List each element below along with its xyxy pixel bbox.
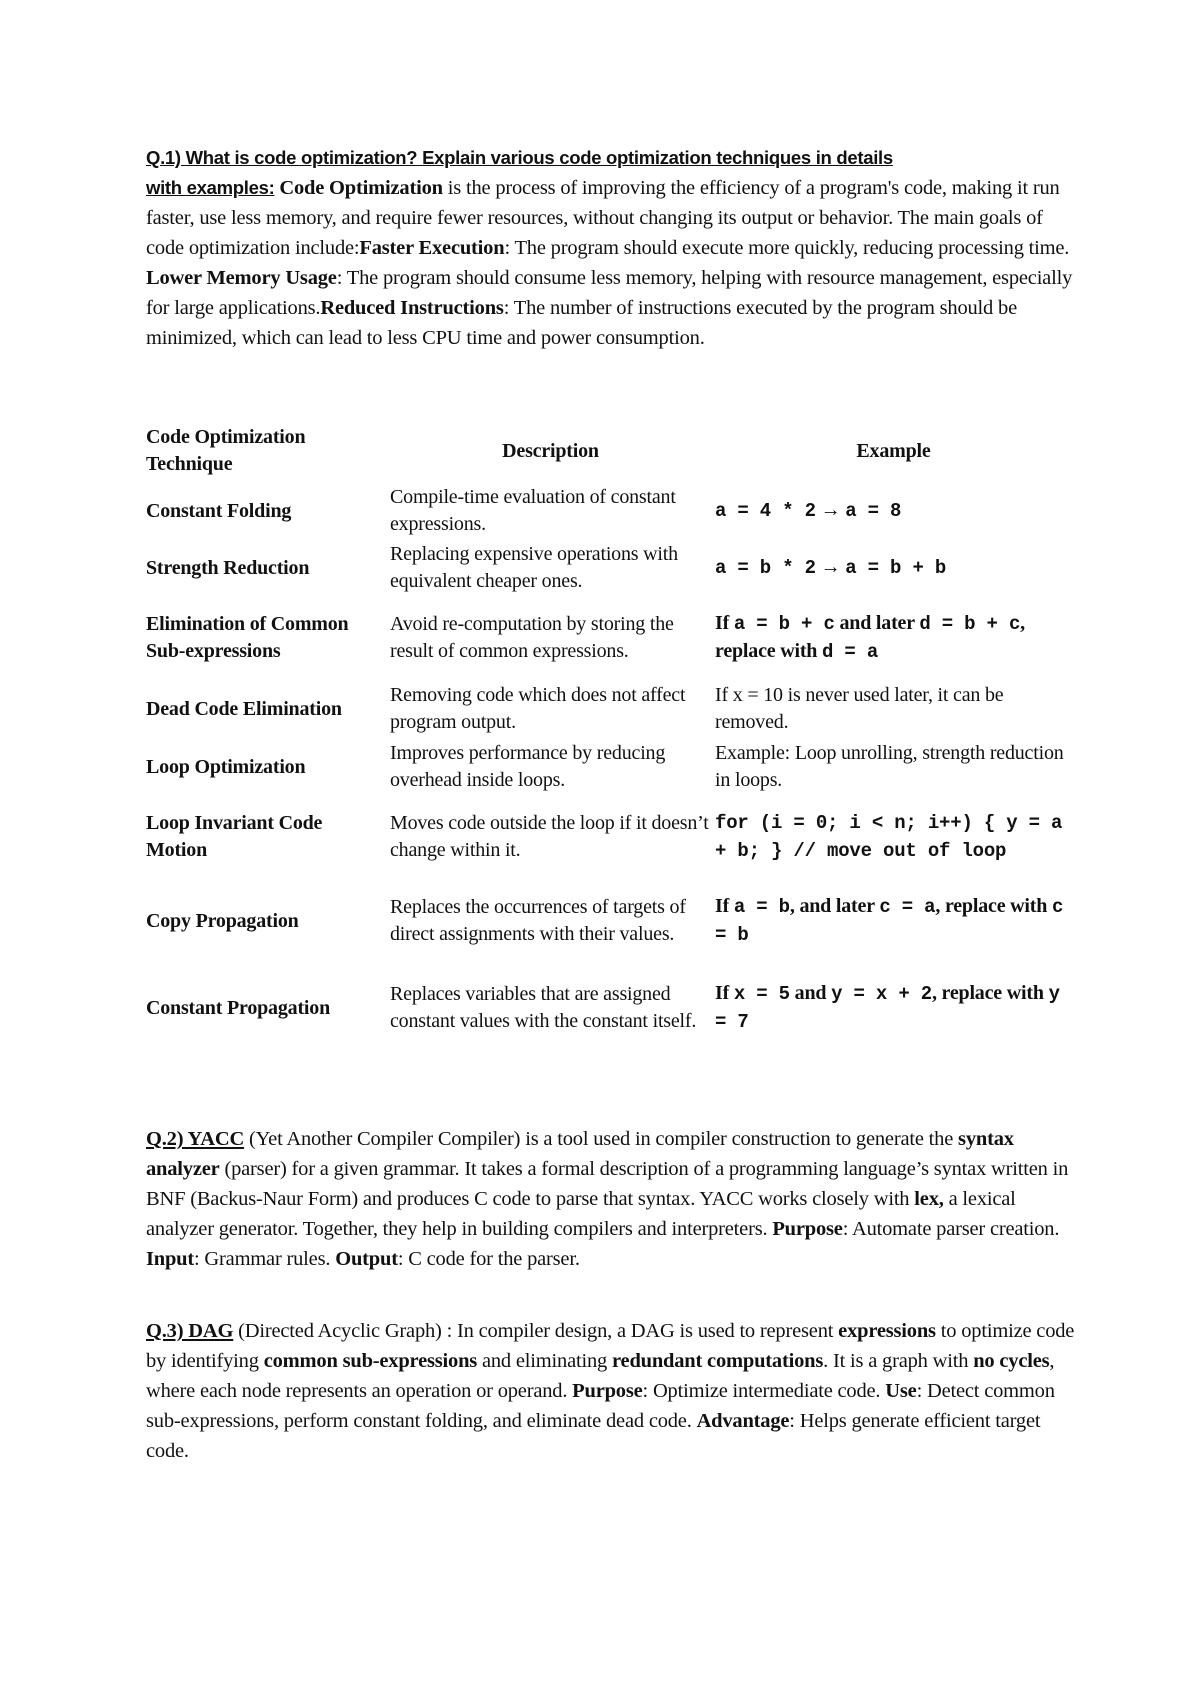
example-text: , and later (789, 895, 880, 917)
code-snippet: d = a (822, 641, 879, 663)
bold-term: lex, (914, 1188, 944, 1210)
example-text: If (715, 982, 734, 1004)
body-text: to optimize code by identifying (146, 1320, 1075, 1372)
technique-description: Replacing expensive operations with equivalent cheaper ones. (390, 543, 678, 592)
header-technique: Code Optimization Technique (146, 426, 306, 475)
technique-name: Dead Code Elimination (146, 697, 342, 720)
goal-text: : The program should execute more quickly, reducing processing time. (504, 237, 1070, 259)
code-snippet: y = x + 2 (831, 983, 932, 1005)
bold-term: Output (335, 1248, 398, 1270)
bold-term: Purpose (772, 1218, 843, 1240)
body-text: (Yet Another Compiler Compiler) is a tool used in compiler construction to generate the (244, 1128, 959, 1150)
table-row (146, 596, 1076, 680)
example-text: If (715, 612, 734, 634)
bold-term: Input (146, 1248, 195, 1270)
body-text: : Automate parser creation. (842, 1218, 1060, 1240)
table-row (146, 540, 1076, 596)
code-snippet: d = b + c (919, 613, 1021, 635)
example-text: and later (834, 612, 920, 634)
technique-name: Strength Reduction (146, 556, 310, 579)
bold-term: Purpose (572, 1380, 643, 1402)
table-row (146, 738, 1076, 796)
technique-name: Copy Propagation (146, 909, 299, 932)
question-1-heading-cont: with examples: (146, 177, 275, 198)
bold-term: common sub-expressions (263, 1350, 478, 1372)
table-row (146, 964, 1076, 1052)
technique-description: Compile-time evaluation of constant expressions. (390, 486, 676, 535)
table-header-row (146, 420, 1076, 482)
header-description: Description (502, 439, 599, 462)
bold-term: expressions (838, 1320, 936, 1342)
technique-example (715, 964, 1076, 1052)
body-text: : Detect common sub-expressions, perform constant folding, and eliminate dead code. (146, 1380, 1055, 1432)
intro-text: is the process of improving the efficiency of a program's code, making it run faster, use less memory, and require fewer resources, without changing its output or behavior. The main goals of code optimization include: (146, 177, 1060, 259)
technique-example (715, 878, 1076, 964)
technique-name: Elimination of Common Sub-expressions (146, 613, 349, 662)
example-text: , replace with (931, 982, 1049, 1004)
body-text: : C code for the parser. (397, 1248, 580, 1270)
technique-name: Loop Optimization (146, 755, 306, 778)
question-2-heading: Q.2) YACC (146, 1128, 245, 1150)
technique-description: Avoid re-computation by storing the result of common expressions. (390, 613, 674, 662)
question-3-section (146, 1316, 1076, 1466)
technique-name: Constant Propagation (146, 996, 330, 1019)
technique-description: Removing code which does not affect program output. (390, 684, 686, 733)
technique-description: Replaces the occurrences of targets of direct assignments with their values. (390, 896, 686, 945)
goal-label: Faster Execution (359, 237, 505, 259)
code-snippet: c = a (879, 896, 936, 918)
example-text: → (815, 499, 846, 521)
question-1-section (146, 143, 1076, 353)
question-3-body (146, 1320, 1074, 1462)
goal-label: Reduced Instructions (320, 297, 504, 319)
body-text: . It is a graph with (823, 1350, 974, 1372)
header-example: Example (856, 439, 931, 462)
technique-description: Improves performance by reducing overhead inside loops. (390, 742, 666, 791)
code-snippet: y = 7 (715, 983, 1060, 1033)
technique-description: Replaces variables that are assigned constant values with the constant itself. (390, 983, 697, 1032)
code-snippet: a = 4 * 2 (715, 500, 816, 522)
question-3-heading: Q.3) DAG (146, 1320, 234, 1342)
code-snippet: a = b * 2 (715, 557, 816, 579)
body-text: : Grammar rules. (194, 1248, 336, 1270)
technique-name: Loop Invariant Code Motion (146, 812, 323, 861)
code-snippet: c = b (715, 896, 1064, 946)
body-text: and eliminating (477, 1350, 613, 1372)
example-text: , replace with (715, 612, 1025, 662)
bold-term: Use (885, 1380, 917, 1402)
table-row (146, 680, 1076, 738)
technique-example (715, 596, 1076, 680)
table-row (146, 482, 1076, 540)
goal-text: : The number of instructions executed by the program should be minimized, which can lead to less CPU time and power consumption. (146, 297, 1017, 349)
term-code-optimization: Code Optimization (279, 177, 443, 199)
body-text: (Directed Acyclic Graph) : In compiler design, a DAG is used to represent (233, 1320, 839, 1342)
technique-example (715, 482, 1076, 540)
code-snippet: x = 5 (733, 983, 790, 1005)
technique-description: Moves code outside the loop if it doesn’t change within it. (390, 812, 709, 861)
question-2-section (146, 1124, 1076, 1274)
code-snippet: for (i = 0; i < n; i++) { y = a + b; } // move out of loop (715, 812, 1063, 862)
body-text: a lexical analyzer generator. Together, they help in building compilers and interpreters. (146, 1188, 1016, 1240)
example-text: , replace with (935, 895, 1052, 917)
technique-example (715, 738, 1076, 796)
technique-example (715, 796, 1076, 878)
example-text: If (715, 895, 734, 917)
question-2-body (146, 1128, 1068, 1270)
body-text: (parser) for a given grammar. It takes a formal description of a programming language’s syntax written in BNF (Backus-Naur Form) and produces C code to parse that syntax. YACC works closely with (146, 1158, 1069, 1210)
body-text: : Helps generate efficient target code. (146, 1410, 1041, 1462)
code-snippet: a = b + c (733, 613, 835, 635)
technique-name: Constant Folding (146, 499, 292, 522)
example-text: and (789, 982, 832, 1004)
code-snippet: a = b + b (845, 557, 947, 579)
code-snippet: a = b (733, 896, 790, 918)
optimization-techniques-table (146, 420, 1076, 1052)
bold-term: syntax analyzer (146, 1128, 1014, 1180)
table-row (146, 796, 1076, 878)
goal-text: : The program should consume less memory, helping with resource management, especially for large applications. (146, 267, 1073, 319)
body-text: : Optimize intermediate code. (642, 1380, 886, 1402)
bold-term: redundant computations (612, 1350, 824, 1372)
bold-term: Advantage (696, 1410, 790, 1432)
technique-example (715, 540, 1076, 596)
bold-term: no cycles (973, 1350, 1050, 1372)
code-snippet: a = 8 (845, 500, 902, 522)
body-text: , where each node represents an operation or operand. (146, 1350, 1055, 1402)
question-1-heading: Q.1) What is code optimization? Explain various code optimization techniques in details (146, 147, 893, 168)
example-text: → (815, 556, 846, 578)
example-text: If x = 10 is never used later, it can be removed. (715, 684, 1004, 733)
table-row (146, 878, 1076, 964)
technique-example (715, 680, 1076, 738)
goal-label: Lower Memory Usage (146, 267, 337, 289)
example-text: Example: Loop unrolling, strength reduction in loops. (715, 742, 1064, 791)
